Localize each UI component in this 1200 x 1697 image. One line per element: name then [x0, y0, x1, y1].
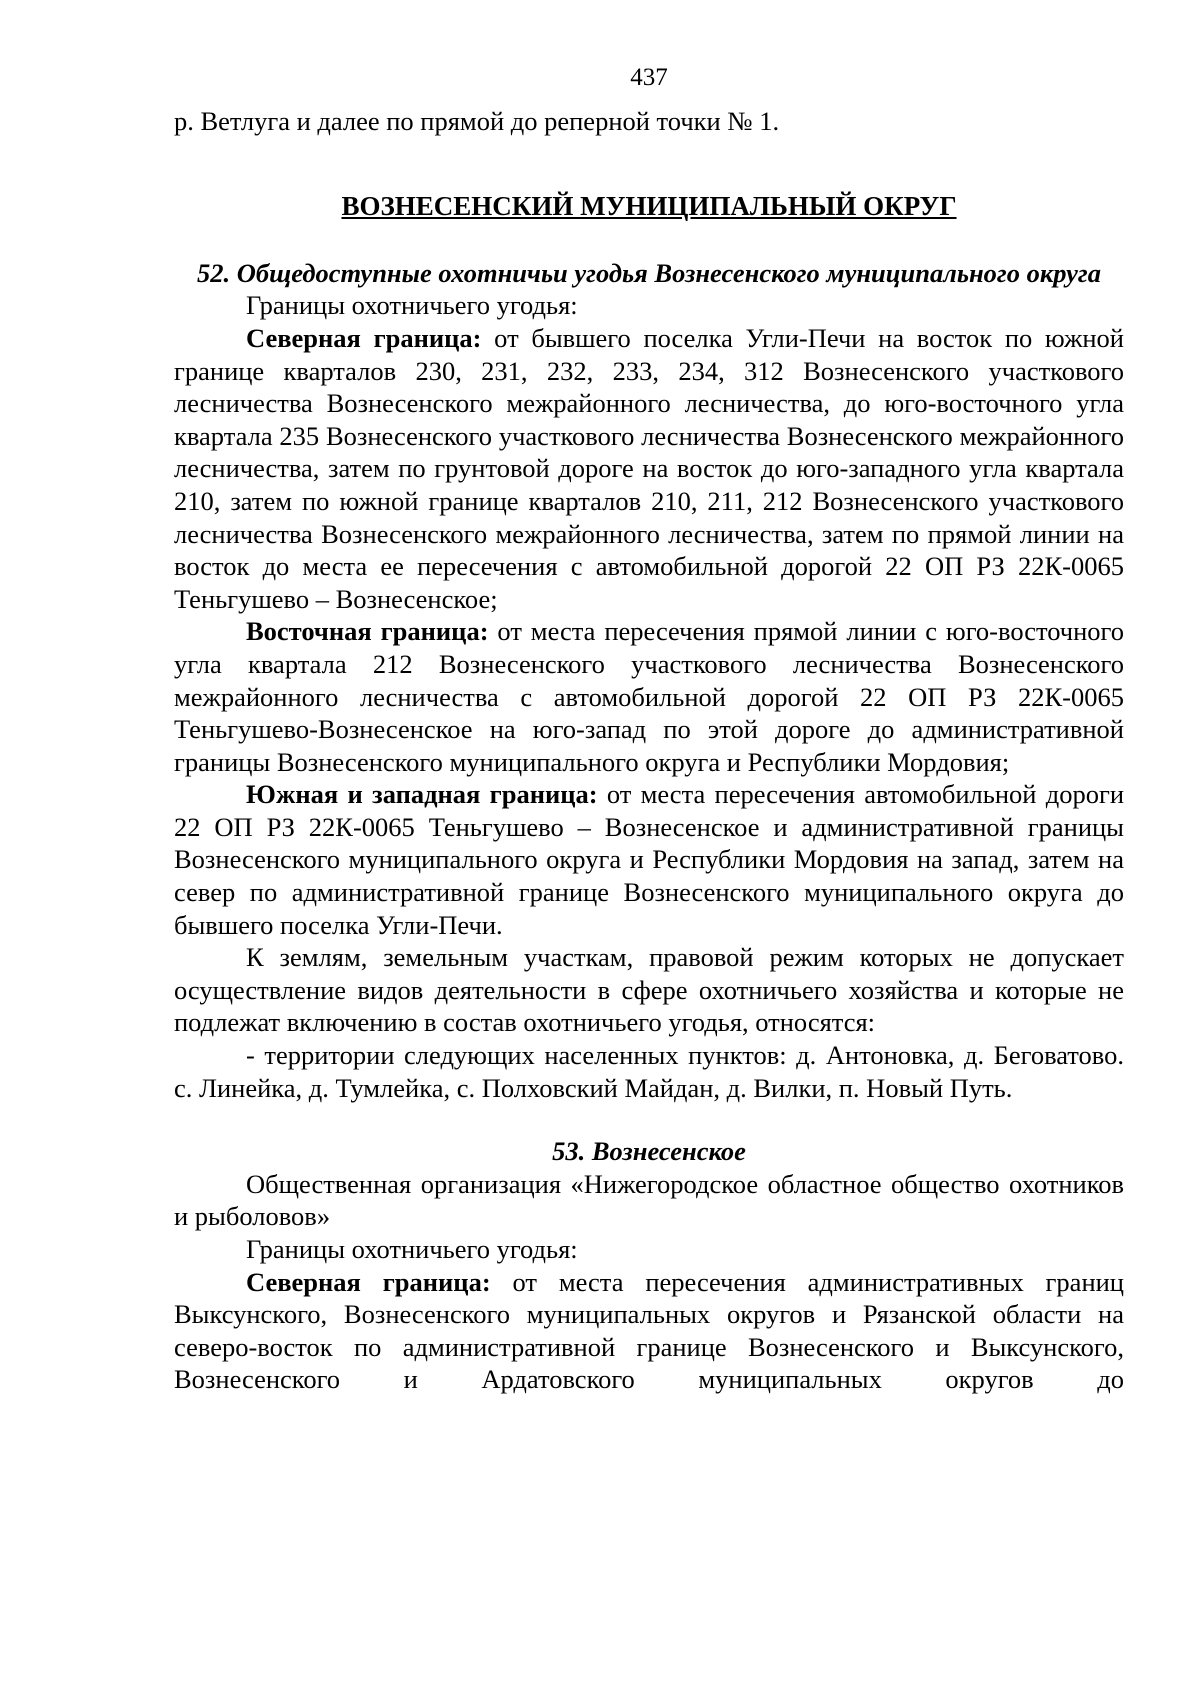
east-border-text: от места пересечения прямой линии с юго-восточного угла квартала 212 Вознесенского участкового лесничества Вознесенского межрайонного лесничества с автомобильной дорогой 22 ОП РЗ 22К-0065 Теньгушево-Вознесенское на юго-запад по этой дороге до административной границы Вознесенского муниципального округа и Республики Мордовия; — [174, 616, 1124, 777]
section-53-heading: 53. Вознесенское — [552, 1136, 746, 1167]
section-53-borders-intro: Границы охотничьего угодья: — [246, 1234, 578, 1264]
section-52-heading: 52. Общедоступные охотничьи угодья Вознесенского муниципального округа — [197, 257, 1101, 288]
north-border-label: Северная граница: — [246, 1266, 491, 1297]
section-52-southwest-border — [174, 778, 1124, 941]
southwest-border-text: от места пересечения автомобильной дороги 22 ОП РЗ 22К-0065 Теньгушево – Вознесенское и административной границы Вознесенского муниципального округа и Республики Мордовия на запад, затем на север по административной границе Вознесенского муниципального округа до бывшего поселка Угли-Печи. — [174, 779, 1125, 940]
section-52-borders-intro: Границы охотничьего угодья: — [246, 290, 578, 321]
east-border-label: Восточная граница: — [246, 616, 489, 647]
section-52-territories-paragraph: - территории следующих населенных пунктов: д. Антоновка, д. Беговатово. с. Линейка, д. Тумлейка, с. Полховский Майдан, д. Вилки, п. Новый Путь. — [174, 1040, 1124, 1103]
north-border-label: Северная граница: — [246, 322, 482, 353]
southwest-border-label: Южная и западная граница: — [246, 779, 598, 810]
page-content — [174, 62, 1124, 1396]
district-title: ВОЗНЕСЕНСКИЙ МУНИЦИПАЛЬНЫЙ ОКРУГ — [341, 191, 957, 222]
section-53-north-border — [174, 1266, 1124, 1396]
section-52-north-border — [174, 322, 1124, 615]
section-52-east-border — [174, 615, 1124, 778]
section-53-organization: Общественная организация «Нижегородское областное общество охотников и рыболовов» — [174, 1168, 1124, 1232]
page-number: 437 — [630, 64, 668, 91]
north-border-text: от бывшего поселка Угли-Печи на восток по южной границе кварталов 230, 231, 232, 233, 234, 312 Вознесенского участкового лесничества Вознесенского межрайонного лесничества, до юго-восточного угла квартала 235 Вознесенского участкового лесничества Вознесенского межрайонного лесничества, затем по грунтовой дороге на восток до юго-западного угла квартала 210, затем по южной границе кварталов 210, 211, 212 Вознесенского участкового лесничества Вознесенского межрайонного лесничества, затем по прямой линии на восток до места ее пересечения с автомобильной дорогой 22 ОП РЗ 22К-0065 Теньгушево – Вознесенское; — [174, 322, 1124, 614]
section-52-lands-paragraph: К землям, земельным участкам, правовой режим которых не допускает осуществление видов деятельности в сфере охотничьего хозяйства и которые не подлежат включению в состав охотничьего угодья, относятся: — [174, 942, 1124, 1038]
intro-line: р. Ветлуга и далее по прямой до реперной точки № 1. — [174, 105, 780, 136]
north-border-text: от места пересечения административных границ Выксунского, Вознесенского муниципальных округов и Рязанской области на северо-восток по административной границе Вознесенского и Выксунского, Вознесенского и Ардатовского муниципальных округов до — [174, 1266, 1124, 1395]
